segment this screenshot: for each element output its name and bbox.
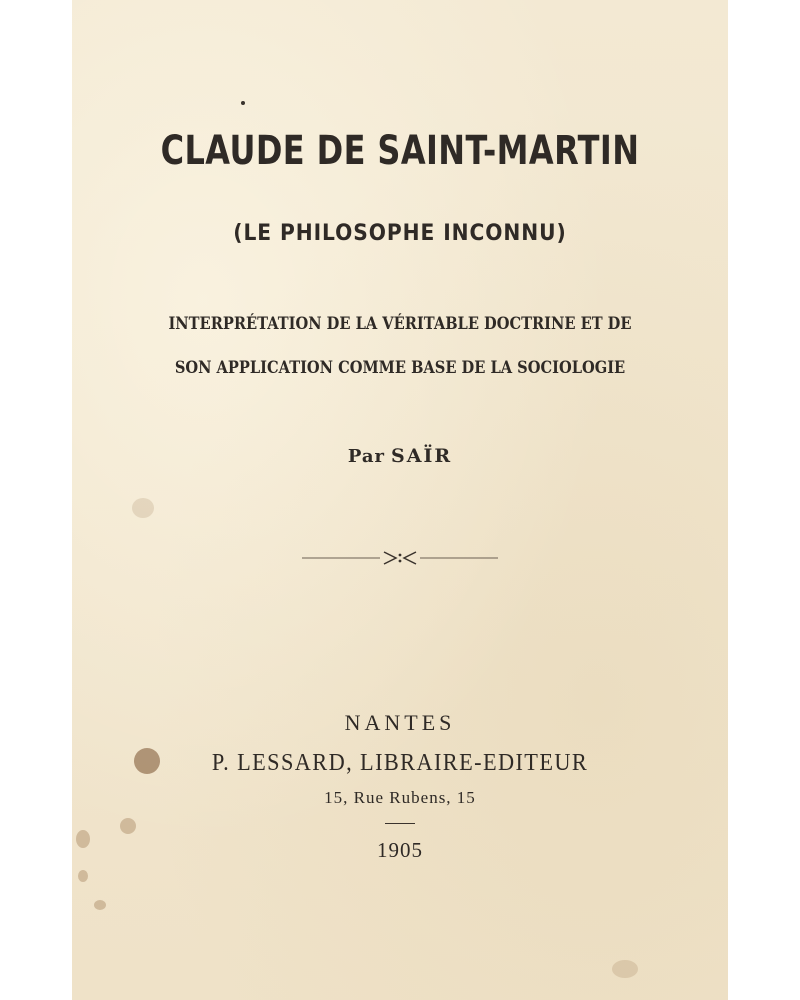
stain-spot <box>78 870 88 882</box>
ink-dot <box>241 101 245 105</box>
author-prefix: Par <box>347 446 386 467</box>
ornament-dot-bottom <box>399 560 402 563</box>
book-title: CLAUDE DE SAINT-MARTIN <box>160 128 640 174</box>
stain-spot <box>94 900 106 910</box>
author-line <box>72 445 728 467</box>
ornament-chevron-right <box>404 552 416 564</box>
ornament-chevron-left <box>384 552 396 564</box>
title-page <box>72 0 728 1000</box>
ornament-divider <box>300 546 500 570</box>
book-subtitle: (LE PHILOSOPHE INCONNU) <box>233 221 567 246</box>
stain-spot <box>132 498 154 518</box>
short-rule <box>385 823 415 824</box>
description-line-2: SON APPLICATION COMME BASE DE LA SOCIOLOGIE <box>174 358 626 378</box>
stain-spot <box>120 818 136 834</box>
publisher-city: NANTES <box>344 710 456 735</box>
stain-spot <box>612 960 638 978</box>
publication-year: 1905 <box>377 838 423 862</box>
description-line-1: INTERPRÉTATION DE LA VÉRITABLE DOCTRINE ET DE <box>168 314 632 334</box>
author-name: SAÏR <box>391 445 453 467</box>
ornament-dot-top <box>399 554 402 557</box>
publisher-address: 15, Rue Rubens, 15 <box>324 788 476 807</box>
publisher-name: P. LESSARD, LIBRAIRE-EDITEUR <box>211 750 589 776</box>
